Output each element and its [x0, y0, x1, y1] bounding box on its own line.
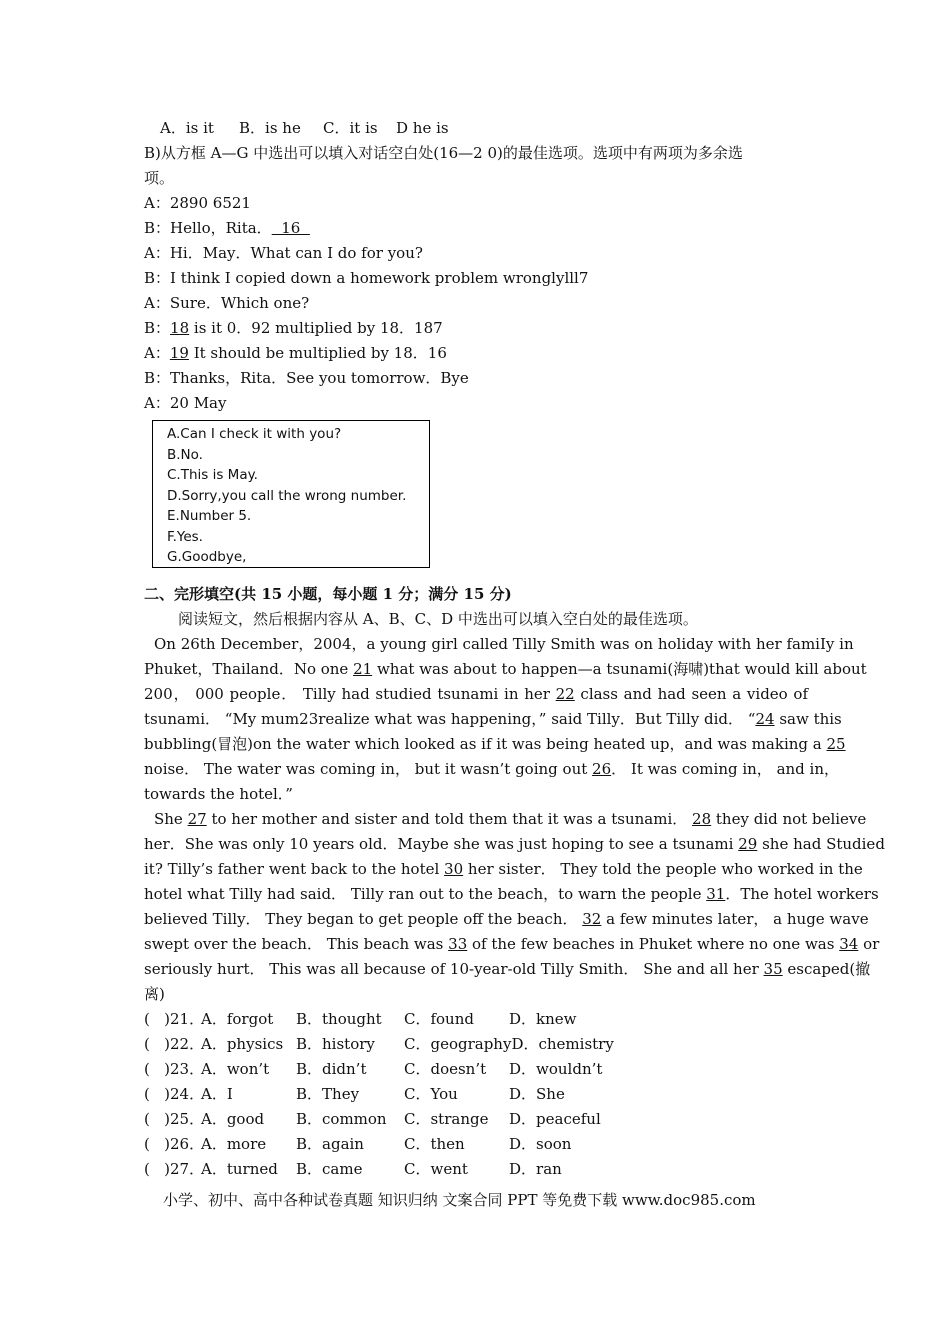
- box-option-a: A.Can I check it with you?: [167, 426, 342, 442]
- passage-text: noise． The water was coming in， but it wasn’t going out: [144, 760, 593, 778]
- passage-text: they did not believe: [711, 810, 867, 828]
- dialogue-text: Thanks，Rita．See you tomorrow．Bye: [170, 369, 469, 387]
- cloze-blank: 34: [839, 935, 859, 953]
- passage-line: [144, 682, 808, 707]
- cloze-blank: 28: [692, 810, 712, 828]
- speaker-label: B：: [144, 219, 171, 237]
- question-number: ( )22．: [144, 1035, 205, 1053]
- dialogue-line: [144, 366, 808, 391]
- q15-option-c: C．it is: [323, 119, 378, 137]
- answer-option: D．wouldn’t: [509, 1060, 603, 1078]
- passage-text: she had Studied: [757, 835, 885, 853]
- cloze-blank: 27: [187, 810, 207, 828]
- passage-text: to her mother and sister and told them that it was a tsunami．: [206, 810, 693, 828]
- question-number: ( )21．: [144, 1010, 205, 1028]
- answer-option: D．soon: [509, 1135, 572, 1153]
- answer-option: A．won’t: [201, 1060, 270, 1078]
- passage-line: [144, 732, 846, 757]
- dialogue-text: It should be multiplied by 18．16: [188, 344, 447, 362]
- passage-line: [144, 957, 871, 982]
- passage-line: [144, 907, 869, 932]
- question-row: [144, 1107, 808, 1132]
- answer-blank: 18: [170, 319, 190, 337]
- passage-line: [144, 657, 867, 682]
- passage-line: [144, 857, 863, 882]
- passage-text: or: [858, 935, 880, 953]
- passage-text: 离): [144, 985, 165, 1003]
- answer-option: D．knew: [509, 1010, 577, 1028]
- question-row: [144, 1032, 808, 1057]
- section-2-instruction: 阅读短文，然后根据内容从 A、B、C、D 中选出可以填入空白处的最佳选项。: [178, 610, 698, 628]
- dialogue-line: [144, 241, 808, 266]
- passage-text: tsunami． “My mum23realize what was happening，” said Tilly．But Tilly did． “: [144, 710, 756, 728]
- passage-text: it? Tilly’s father went back to the hotel: [144, 860, 445, 878]
- question-number: ( )24．: [144, 1085, 205, 1103]
- answer-option: D．She: [509, 1085, 565, 1103]
- dialogue-line: [144, 391, 808, 416]
- box-option-b: B.No.: [167, 446, 203, 463]
- speaker-label: B：: [144, 369, 171, 387]
- passage-text: seriously hurt． This was all because of 10-year-old Tilly Smith． She and all her: [144, 960, 764, 978]
- passage-line: [144, 882, 879, 907]
- cloze-blank: 33: [448, 935, 468, 953]
- dialogue-line: [144, 316, 808, 341]
- speaker-label: A：: [144, 294, 170, 312]
- section-2-title: 二、完形填空(共 15 小题，每小题 1 分；满分 15 分): [144, 585, 512, 603]
- passage-text: her．She was only 10 years old．Maybe she was just hoping to see a tsunami: [144, 835, 739, 853]
- answer-option: C．doesn’t: [404, 1060, 487, 1078]
- cloze-blank: 35: [763, 960, 783, 978]
- box-option-e: E.Number 5.: [167, 508, 252, 524]
- dialogue-text: Sure．Which one?: [169, 294, 310, 312]
- question-list: [144, 1007, 808, 1182]
- passage-text: Phuket，Thailand．No one: [144, 660, 354, 678]
- q15-option-a: A．is it: [160, 119, 214, 137]
- answer-option: C．strange: [404, 1110, 489, 1128]
- question-row: [144, 1157, 808, 1182]
- dialogue-text: Hello，Rita．: [170, 219, 272, 237]
- answer-blank: 19: [169, 344, 189, 362]
- q15-option-b: B．is he: [239, 119, 301, 137]
- passage-text: ．The hotel workers: [725, 885, 879, 903]
- dialogue-line: [144, 266, 808, 291]
- answer-option: B．They: [296, 1085, 360, 1103]
- passage-text: 200， 000 people． Tilly had studied tsunami in her: [144, 685, 556, 703]
- passage-text: believed Tilly． They began to get people off the beach．: [144, 910, 583, 928]
- answer-option: B．history: [296, 1035, 375, 1053]
- passage-text: a few minutes later， a huge wave: [601, 910, 869, 928]
- speaker-label: B：: [144, 319, 171, 337]
- cloze-blank: 32: [582, 910, 602, 928]
- passage-text: what was about to happen—a tsunami(海啸)that would kill about: [372, 660, 867, 678]
- passage-text: bubbling(冒泡)on the water which looked as if it was being heated up，and was making a: [144, 735, 827, 753]
- answer-option: A．good: [201, 1110, 265, 1128]
- document-page: [144, 116, 885, 1182]
- cloze-blank: 29: [738, 835, 758, 853]
- q15-option-d: D he is: [396, 119, 449, 137]
- dialogue-line: [144, 216, 808, 241]
- question-number: ( )26．: [144, 1135, 205, 1153]
- answer-option: C．then: [404, 1135, 465, 1153]
- answer-option: B．came: [296, 1160, 363, 1178]
- passage-line: [144, 982, 808, 1007]
- passage-text: ． It was coming in， and in，: [611, 760, 840, 778]
- cloze-blank: 31: [706, 885, 726, 903]
- box-option-d: D.Sorry,you call the wrong number.: [167, 487, 407, 504]
- speaker-label: A：: [144, 344, 170, 362]
- question-number: ( )23．: [144, 1060, 205, 1078]
- passage-line: [144, 757, 840, 782]
- dialogue-text: Hi．May．What can I do for you?: [169, 244, 423, 262]
- passage-text: towards the hotel．”: [144, 785, 293, 803]
- passage-line: [144, 782, 808, 807]
- passage-text: saw this: [774, 710, 842, 728]
- dialogue-text: 20 May: [169, 394, 227, 412]
- passage-text: her sister． They told the people who worked in the: [463, 860, 863, 878]
- section-b-intro-cont: 项。: [144, 169, 175, 187]
- dialogue: [144, 191, 808, 416]
- answer-option: A．more: [201, 1135, 267, 1153]
- passage-text: class and had seen a video of: [574, 685, 808, 703]
- passage-text: escaped(撤: [782, 960, 871, 978]
- passage-line: [144, 807, 867, 832]
- question-row: [144, 1132, 808, 1157]
- passage-text: On 26th December，2004，a young girl called Tilly Smith was on holiday with her famiIy in: [154, 635, 854, 653]
- answer-option: C．found: [404, 1010, 474, 1028]
- cloze-blank: 24: [755, 710, 775, 728]
- passage-line: [144, 632, 854, 657]
- speaker-label: B：: [144, 269, 171, 287]
- cloze-blank: 25: [826, 735, 846, 753]
- dialogue-text: is it 0．92 multiplied by 18．187: [189, 319, 443, 337]
- dialogue-line: [144, 191, 808, 216]
- passage-text: swept over the beach． This beach was: [144, 935, 449, 953]
- answer-option: A．turned: [201, 1160, 278, 1178]
- dialogue-text: 2890 6521: [169, 194, 251, 212]
- passage-line: [144, 932, 880, 957]
- cloze-blank: 26: [592, 760, 612, 778]
- answer-option: C．geography: [404, 1035, 512, 1053]
- speaker-label: A：: [144, 194, 170, 212]
- question-row: [144, 1007, 808, 1032]
- dialogue-line: [144, 341, 808, 366]
- q15-options: [144, 116, 808, 141]
- answer-option: C．You: [404, 1085, 458, 1103]
- cloze-blank: 30: [444, 860, 464, 878]
- question-number: ( )27．: [144, 1160, 205, 1178]
- speaker-label: A：: [144, 244, 170, 262]
- answer-option: B．again: [296, 1135, 364, 1153]
- dialogue-text: I think I copied down a homework problem wronglylll7: [170, 269, 589, 287]
- passage-text: of the few beaches in Phuket where no one was: [467, 935, 840, 953]
- speaker-label: A：: [144, 394, 170, 412]
- dialogue-line: [144, 291, 808, 316]
- options-box: [152, 420, 430, 568]
- passage-text: She: [154, 810, 188, 828]
- page-footer: 小学、初中、高中各种试卷真题 知识归纳 文案合同 PPT 等免费下载 www.doc985.com: [163, 1191, 756, 1209]
- answer-option: B．didn’t: [296, 1060, 367, 1078]
- answer-option: D．ran: [509, 1160, 562, 1178]
- passage-line: [144, 707, 842, 732]
- cloze-blank: 22: [555, 685, 575, 703]
- question-number: ( )25．: [144, 1110, 205, 1128]
- question-row: [144, 1082, 808, 1107]
- answer-option: C．went: [404, 1160, 468, 1178]
- answer-option: B．common: [296, 1110, 387, 1128]
- answer-option: A．physics: [201, 1035, 284, 1053]
- answer-option: D．peaceful: [509, 1110, 601, 1128]
- answer-option: B．thought: [296, 1010, 382, 1028]
- cloze-passage: [144, 632, 885, 1007]
- answer-option: D．chemistry: [511, 1035, 614, 1053]
- answer-option: A．I: [201, 1085, 233, 1103]
- box-option-g: G.Goodbye,: [167, 549, 247, 565]
- box-option-f: F.Yes.: [167, 528, 203, 545]
- cloze-blank: 21: [353, 660, 373, 678]
- section-b-intro: B)从方框 A—G 中选出可以填入对话空白处(16—2 0)的最佳选项。选项中有两项为多余选: [144, 144, 743, 162]
- passage-text: hotel what Tilly had said． Tilly ran out to the beach，to warn the people: [144, 885, 707, 903]
- passage-line: [144, 832, 885, 857]
- answer-option: A．forgot: [201, 1010, 274, 1028]
- box-option-c: C.This is May.: [167, 467, 258, 483]
- question-row: [144, 1057, 808, 1082]
- answer-blank: 16: [271, 219, 310, 237]
